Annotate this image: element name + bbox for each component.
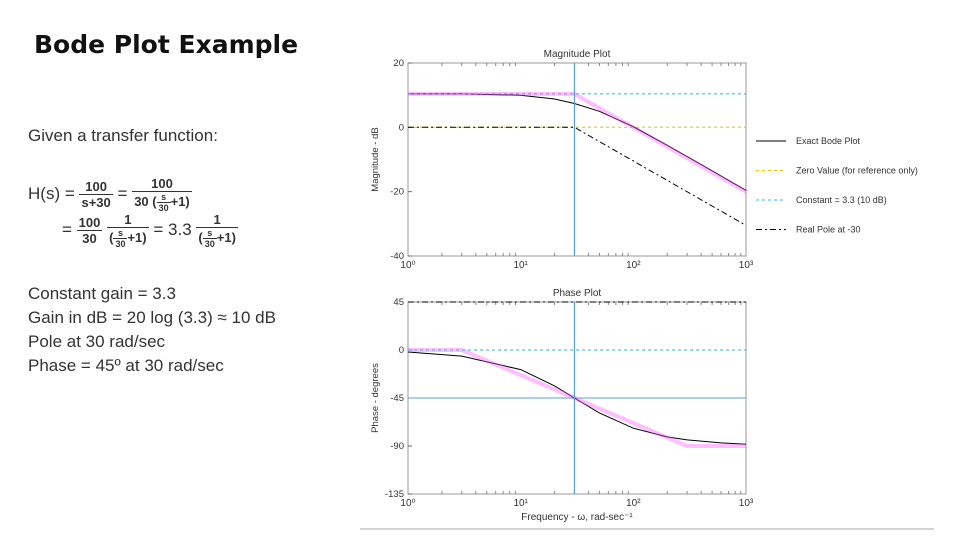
- x-tick-label: 10³: [738, 260, 754, 271]
- denominator: 30: [82, 231, 97, 246]
- den-part: (: [109, 229, 114, 245]
- den-part: +1): [170, 193, 190, 209]
- x-axis-label: Frequency - ω, rad-sec⁻¹: [521, 512, 633, 523]
- numerator: s: [157, 192, 171, 203]
- denominator: 30: [204, 239, 215, 249]
- series-line: [408, 94, 746, 192]
- y-tick-label: -90: [390, 441, 404, 452]
- legend-label: Real Pole at -30: [796, 224, 861, 235]
- y-tick-label: 20: [393, 58, 404, 69]
- hs-label: H(s) =: [28, 183, 75, 203]
- bullet-item: Gain in dB = 20 log (3.3) ≈ 10 dB: [28, 308, 276, 327]
- x-tick-label: 10²: [626, 498, 641, 509]
- equals-gain: = 3.3: [153, 219, 192, 239]
- equals: =: [117, 183, 128, 203]
- numerator: s: [203, 228, 217, 239]
- den-part: 30 (: [134, 193, 157, 209]
- y-axis-label: Phase - degrees: [370, 363, 381, 433]
- numerator: 1: [107, 212, 149, 228]
- numerator: 1: [196, 212, 238, 228]
- numerator: 100: [132, 176, 192, 192]
- y-tick-label: -135: [384, 489, 404, 500]
- legend-label: Constant = 3.3 (10 dB): [796, 195, 887, 205]
- chart-title: Phase Plot: [552, 288, 602, 299]
- den-part: +1): [127, 229, 147, 245]
- den-part: (: [198, 229, 203, 245]
- equals: =: [62, 219, 72, 239]
- denominator: s+30: [81, 195, 111, 210]
- den-part: +1): [216, 229, 236, 245]
- numerator: 100: [78, 215, 101, 230]
- given-text: Given a transfer function:: [28, 126, 218, 145]
- series-line: [408, 127, 746, 225]
- x-tick-label: 10¹: [513, 498, 528, 509]
- y-tick-label: 0: [398, 122, 404, 134]
- x-tick-label: 10²: [626, 260, 641, 271]
- x-tick-label: 10⁰: [400, 498, 416, 509]
- x-tick-label: 10¹: [513, 260, 528, 271]
- chart-title: Magnitude Plot: [543, 49, 611, 60]
- y-tick-label: 45: [393, 297, 404, 308]
- slide-title: Bode Plot Example: [34, 30, 299, 59]
- bullet-item: Pole at 30 rad/sec: [28, 332, 166, 351]
- denominator: 30: [115, 239, 126, 249]
- bullet-item: Constant gain = 3.3: [28, 284, 176, 303]
- numerator: s: [113, 228, 127, 239]
- legend-label: Zero Value (for reference only): [796, 165, 918, 176]
- x-tick-label: 10³: [738, 498, 754, 509]
- y-tick-label: -45: [390, 393, 404, 404]
- y-axis-label: Magnitude - dB: [370, 127, 381, 192]
- bullet-item: Phase = 45º at 30 rad/sec: [28, 356, 224, 375]
- numerator: 100: [79, 179, 112, 195]
- legend-label: Exact Bode Plot: [796, 136, 861, 146]
- y-tick-label: -20: [390, 186, 404, 198]
- series-line: [408, 94, 746, 190]
- y-tick-label: 0: [398, 345, 404, 356]
- y-tick-label: -40: [390, 251, 404, 262]
- x-tick-label: 10⁰: [400, 260, 416, 271]
- denominator: 30: [158, 203, 169, 213]
